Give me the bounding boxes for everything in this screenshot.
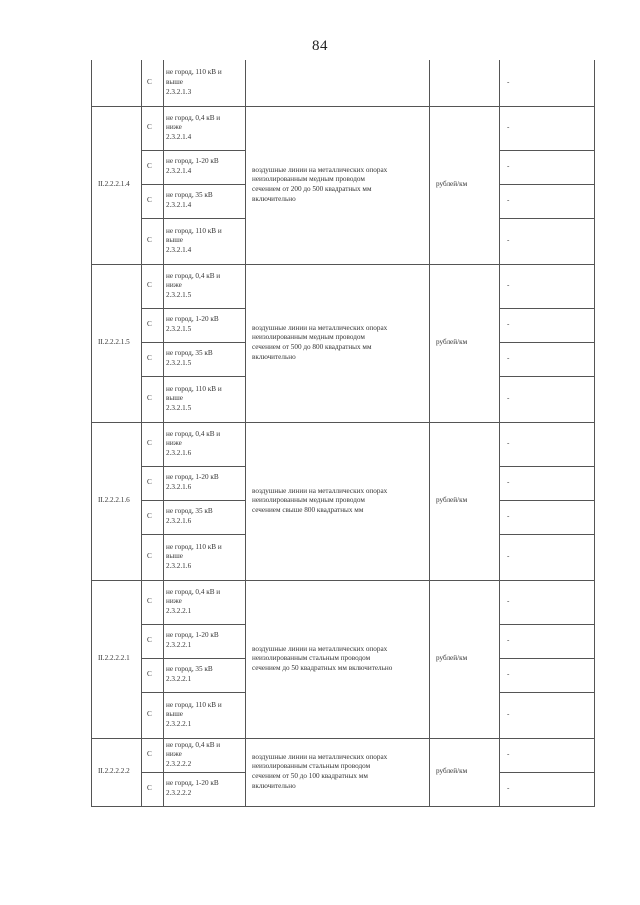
voltage-cell xyxy=(164,60,246,106)
voltage-line: ниже xyxy=(166,597,182,606)
tariff-table xyxy=(91,60,595,807)
category-letter: С xyxy=(142,308,164,342)
voltage-line: 2.3.2.1.6 xyxy=(166,448,192,457)
voltage-line: не город, 35 кВ xyxy=(166,665,213,674)
voltage-line: 2.3.2.1.6 xyxy=(166,561,192,570)
description-line: сечением от 500 до 800 квадратных мм xyxy=(252,343,372,351)
table-row xyxy=(92,580,595,624)
item-code: II.2.2.2.2.1 xyxy=(92,580,142,738)
voltage-line: не город, 35 кВ xyxy=(166,349,213,358)
voltage-cell xyxy=(164,738,246,772)
category-letter: С xyxy=(142,738,164,772)
voltage-line: 2.3.2.1.5 xyxy=(166,359,192,367)
voltage-line: 2.3.2.1.3 xyxy=(166,87,192,96)
voltage-line: 2.3.2.1.4 xyxy=(166,245,192,254)
unit-cell: рублей/км xyxy=(430,106,500,264)
category-letter: С xyxy=(142,500,164,534)
item-code xyxy=(92,60,142,106)
line-description xyxy=(246,738,430,806)
voltage-line: не город, 0,4 кВ и xyxy=(166,113,221,122)
rate-value: - xyxy=(500,218,595,264)
line-description xyxy=(246,264,430,422)
description-line: включительно xyxy=(252,352,296,361)
voltage-cell xyxy=(164,218,246,264)
voltage-line: не город, 1-20 кВ xyxy=(166,631,219,640)
category-letter: С xyxy=(142,772,164,806)
unit-cell: рублей/км xyxy=(430,422,500,580)
category-letter: С xyxy=(142,580,164,624)
voltage-line: 2.3.2.2.1 xyxy=(166,606,192,615)
rate-value: - xyxy=(500,264,595,308)
voltage-cell xyxy=(164,500,246,534)
table-row xyxy=(92,60,595,106)
description-line: воздушные линии на металлических опорах xyxy=(252,644,388,653)
voltage-line: 2.3.2.1.5 xyxy=(166,403,192,412)
category-letter: С xyxy=(142,218,164,264)
description-line: неизолированным медным проводом xyxy=(252,333,365,342)
voltage-line: ниже xyxy=(166,123,182,132)
voltage-line: ниже xyxy=(166,750,182,759)
table-row xyxy=(92,264,595,308)
voltage-line: не город, 110 кВ и xyxy=(166,68,222,77)
voltage-line: выше xyxy=(166,552,183,561)
category-letter: С xyxy=(142,264,164,308)
description-line: сечением от 50 до 100 квадратных мм xyxy=(252,772,368,780)
rate-value: - xyxy=(500,738,595,772)
rate-value: - xyxy=(500,184,595,218)
rate-value: - xyxy=(500,534,595,580)
description-line: воздушные линии на металлических опорах xyxy=(252,165,388,174)
voltage-line: не город, 35 кВ xyxy=(166,507,213,516)
table-row xyxy=(92,738,595,772)
rate-value: - xyxy=(500,466,595,500)
page-number: 84 xyxy=(312,38,328,54)
description-line: сечением до 50 квадратных мм включительно xyxy=(252,663,393,672)
voltage-line: 2.3.2.2.2 xyxy=(166,789,192,797)
rate-value: - xyxy=(500,60,595,106)
rate-value: - xyxy=(500,150,595,184)
voltage-cell xyxy=(164,150,246,184)
voltage-line: ниже xyxy=(166,439,182,448)
line-description xyxy=(246,60,430,106)
line-description xyxy=(246,422,430,580)
unit-cell: рублей/км xyxy=(430,580,500,738)
voltage-line: не город, 1-20 кВ xyxy=(166,157,219,166)
rate-value: - xyxy=(500,580,595,624)
tariff-table-body xyxy=(92,60,595,806)
item-code: II.2.2.2.1.6 xyxy=(92,422,142,580)
description-line: включительно xyxy=(252,781,296,790)
description-line: неизолированным медным проводом xyxy=(252,175,365,184)
rate-value: - xyxy=(500,500,595,534)
voltage-line: не город, 110 кВ и xyxy=(166,226,222,235)
voltage-line: не город, 110 кВ и xyxy=(166,542,222,551)
voltage-line: не город, 110 кВ и xyxy=(166,700,222,709)
voltage-cell xyxy=(164,106,246,150)
rate-value: - xyxy=(500,376,595,422)
voltage-cell xyxy=(164,264,246,308)
item-code: II.2.2.2.1.4 xyxy=(92,106,142,264)
category-letter: С xyxy=(142,106,164,150)
voltage-cell xyxy=(164,376,246,422)
voltage-line: не город, 35 кВ xyxy=(166,191,213,200)
description-line: воздушные линии на металлических опорах xyxy=(252,752,388,761)
voltage-line: 2.3.2.1.4 xyxy=(166,132,192,141)
description-line: сечением свыше 800 квадратных мм xyxy=(252,505,364,514)
voltage-line: выше xyxy=(166,710,183,719)
rate-value: - xyxy=(500,624,595,658)
unit-cell xyxy=(430,60,500,106)
description-line: воздушные линии на металлических опорах xyxy=(252,486,388,495)
voltage-cell xyxy=(164,624,246,658)
category-letter: С xyxy=(142,466,164,500)
category-letter: С xyxy=(142,422,164,466)
voltage-line: не город, 1-20 кВ xyxy=(166,315,219,324)
description-line: неизолированным стальным проводом xyxy=(252,762,371,771)
rate-value: - xyxy=(500,422,595,466)
voltage-line: не город, 1-20 кВ xyxy=(166,779,219,788)
voltage-cell xyxy=(164,534,246,580)
description-line: неизолированным медным проводом xyxy=(252,496,365,505)
category-letter: С xyxy=(142,534,164,580)
category-letter: С xyxy=(142,658,164,692)
unit-cell: рублей/км xyxy=(430,738,500,806)
description-line: включительно xyxy=(252,194,296,203)
voltage-line: 2.3.2.2.1 xyxy=(166,675,192,683)
voltage-line: не город, 1-20 кВ xyxy=(166,473,219,482)
category-letter: С xyxy=(142,184,164,218)
voltage-line: не город, 0,4 кВ и xyxy=(166,740,221,749)
line-description xyxy=(246,106,430,264)
category-letter: С xyxy=(142,150,164,184)
item-code: II.2.2.2.1.5 xyxy=(92,264,142,422)
voltage-line: 2.3.2.2.1 xyxy=(166,641,192,649)
voltage-cell xyxy=(164,184,246,218)
voltage-line: 2.3.2.1.4 xyxy=(166,167,192,175)
voltage-line: 2.3.2.1.5 xyxy=(166,290,192,299)
rate-value: - xyxy=(500,106,595,150)
voltage-line: 2.3.2.1.6 xyxy=(166,517,192,525)
table-row xyxy=(92,106,595,150)
voltage-cell xyxy=(164,692,246,738)
rate-value: - xyxy=(500,772,595,806)
category-letter: С xyxy=(142,624,164,658)
voltage-cell xyxy=(164,658,246,692)
voltage-line: 2.3.2.1.5 xyxy=(166,325,192,333)
voltage-line: 2.3.2.2.1 xyxy=(166,719,192,728)
item-code: II.2.2.2.2.2 xyxy=(92,738,142,806)
description-line: неизолированным стальным проводом xyxy=(252,654,371,663)
description-line: воздушные линии на металлических опорах xyxy=(252,323,388,332)
voltage-cell xyxy=(164,342,246,376)
voltage-cell xyxy=(164,580,246,624)
table-row xyxy=(92,422,595,466)
voltage-line: 2.3.2.1.4 xyxy=(166,201,192,209)
voltage-line: 2.3.2.2.2 xyxy=(166,759,192,768)
voltage-line: ниже xyxy=(166,281,182,290)
voltage-line: не город, 0,4 кВ и xyxy=(166,429,221,438)
rate-value: - xyxy=(500,692,595,738)
voltage-line: 2.3.2.1.6 xyxy=(166,483,192,491)
voltage-cell xyxy=(164,772,246,806)
rate-value: - xyxy=(500,308,595,342)
description-line: сечением от 200 до 500 квадратных мм xyxy=(252,185,372,193)
voltage-line: не город, 0,4 кВ и xyxy=(166,587,221,596)
voltage-line: выше xyxy=(166,236,183,245)
rate-value: - xyxy=(500,658,595,692)
category-letter: С xyxy=(142,60,164,106)
category-letter: С xyxy=(142,376,164,422)
voltage-line: не город, 0,4 кВ и xyxy=(166,271,221,280)
voltage-line: не город, 110 кВ и xyxy=(166,384,222,393)
voltage-cell xyxy=(164,308,246,342)
unit-cell: рублей/км xyxy=(430,264,500,422)
category-letter: С xyxy=(142,342,164,376)
line-description xyxy=(246,580,430,738)
rate-value: - xyxy=(500,342,595,376)
voltage-cell xyxy=(164,422,246,466)
voltage-line: выше xyxy=(166,394,183,403)
category-letter: С xyxy=(142,692,164,738)
voltage-cell xyxy=(164,466,246,500)
voltage-line: выше xyxy=(166,77,183,86)
